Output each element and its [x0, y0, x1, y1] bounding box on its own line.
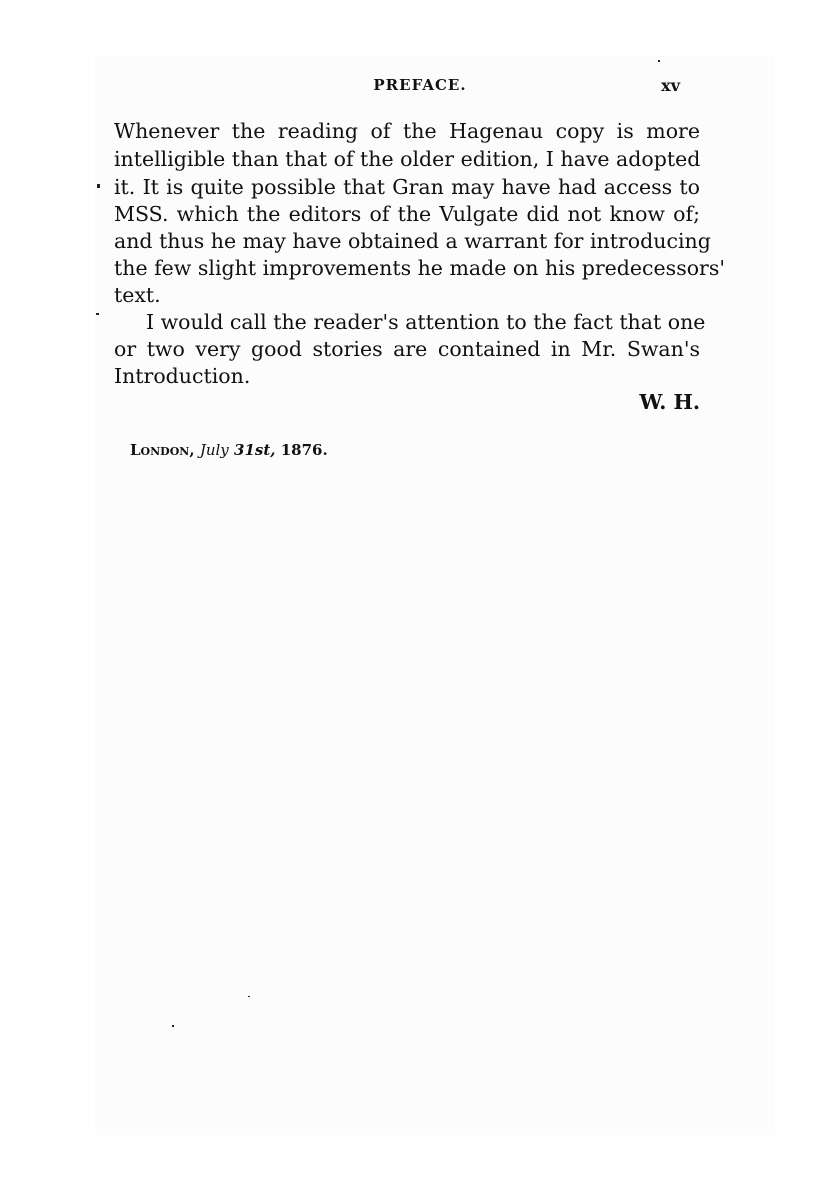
paragraph-line: and thus he may have obtained a warrant for introducing	[114, 229, 711, 253]
dateline-year: 1876.	[280, 441, 328, 459]
dateline-day: 31st,	[234, 441, 276, 459]
paragraph-line: Whenever the reading of the Hagenau copy is more	[114, 119, 700, 143]
margin-mark	[97, 184, 100, 188]
running-head-title: PREFACE.	[373, 76, 467, 94]
dateline	[130, 441, 328, 459]
paragraph-line: I would call the reader's attention to the fact that one	[146, 310, 706, 334]
paragraph-line: intelligible than that of the older edition, I have adopted	[114, 147, 701, 171]
signature: W. H.	[639, 390, 700, 414]
page-number: xv	[661, 76, 680, 95]
dateline-city: London,	[130, 441, 195, 459]
paragraph-line: or two very good stories are contained in Mr. Swan's	[114, 337, 700, 361]
paragraph-line: Introduction.	[114, 364, 251, 388]
margin-mark	[248, 996, 250, 997]
paragraph-line: text.	[114, 283, 161, 307]
margin-mark	[658, 60, 660, 62]
margin-mark	[96, 313, 99, 315]
margin-mark	[172, 1025, 174, 1027]
paragraph-line: it. It is quite possible that Gran may have had access to	[114, 175, 700, 199]
paragraph-line: MSS. which the editors of the Vulgate did not know of;	[114, 202, 700, 226]
dateline-month: July	[199, 441, 229, 459]
paragraph-line: the few slight improvements he made on his predecessors'	[114, 256, 726, 280]
